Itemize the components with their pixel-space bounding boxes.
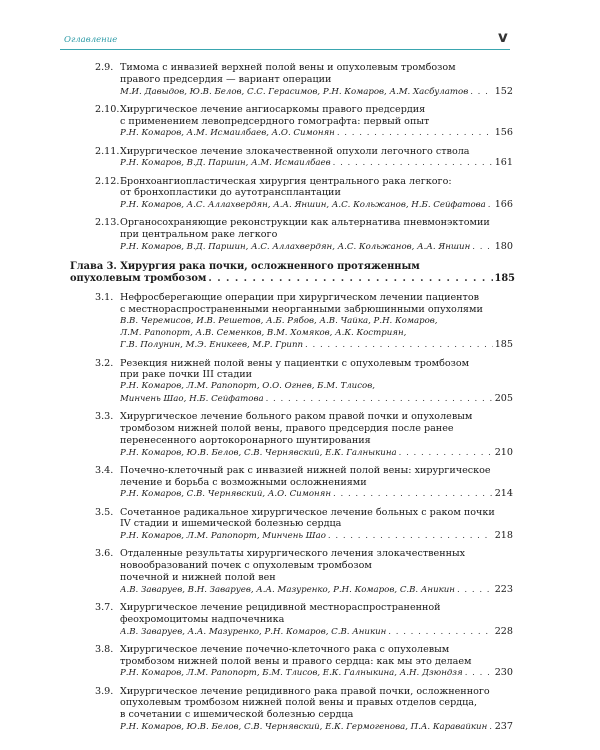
leader-dots [328,531,493,543]
author-line [120,86,513,99]
entry-page: 180 [494,240,513,252]
entry-title-line: Хирургическое лечение почечно-клеточного рака с опухолевым [120,643,450,655]
page-number: v [498,28,508,46]
entry-page: 166 [494,199,513,211]
entry-title-line: IV стадии и ишемической болезнью сердца [120,518,342,530]
author-names: Р.Н. Комаров, А.М. Исмаилбаев, А.О. Симонян [120,128,335,139]
author-line [120,626,513,639]
entry-title [120,217,500,241]
leader-dots [333,489,493,501]
entry-title-line: Бронхоангиопластическая хирургия центрального рака легкого: [120,175,452,187]
entry-authors [120,241,513,254]
entry-title-line: Резекция нижней полой вены у пациентки с опухолевым тромбозом [120,357,470,369]
entry-title [120,62,500,86]
leader-dots [388,627,492,639]
entry-authors [120,626,513,639]
entry-authors [120,584,513,597]
author-names: Минчень Шао, Н.Б. Сейфатова [120,393,264,404]
entry-page: 161 [494,157,513,169]
leader-dots [337,128,493,140]
chapter-title-line [70,273,515,285]
entry-title-line: от бронхопластики до аутотрансплантации [120,187,341,199]
entry-number: 2.9. [95,62,114,73]
entry-title [120,292,500,316]
entry-page: 152 [494,85,513,97]
author-names: Р.Н. Комаров, В.Д. Паршин, А.М. Исмаилбаев [120,158,331,169]
leader-dots [399,448,493,460]
author-names: В.В. Черемисов, И.В. Решетов, А.Б. Рябов, А.В. Чайка, Р.Н. Комаров, [120,315,438,326]
entry-number: 3.6. [95,548,114,560]
leader-dots [457,585,493,597]
entry-number: 3.1. [95,292,114,304]
entry-authors [120,381,513,406]
entry-authors [120,488,513,501]
author-line [120,584,513,597]
leader-dots [465,668,493,680]
author-names: А.В. Заваруев, В.Н. Заваруев, А.А. Мазуренко, Р.Н. Комаров, С.В. Аникин [120,584,455,595]
entry-number: 3.8. [95,643,114,655]
chapter-page: 185 [494,273,515,285]
author-line [120,339,513,352]
entry-title-line: с местнораспространенными неорганными забрюшинными опухолями [120,303,483,315]
entry-title-line: тромбозом нижней полой вены и правого сердца: как мы это делаем [120,655,472,667]
entry-title-line: почечной и нижней полой вен [120,571,276,583]
chapter-title-text: опухолевым тромбозом [70,273,207,285]
leader-dots [470,87,492,99]
entry-number: 3.4. [95,464,114,476]
entry-number: 2.11. [95,145,120,157]
entry-number: 2.10. [95,103,120,115]
entry-page: 223 [494,583,513,595]
author-names: М.И. Давыдов, Ю.В. Белов, С.С. Герасимов, Р.Н. Комаров, А.М. Хасбулатов [120,86,469,97]
author-names: Р.Н. Комаров, А.С. Аллахвердян, А.А. Яншин, А.С. Кольжанов, Н.Б. Сейфатова [120,200,486,211]
entry-page: 156 [494,127,513,139]
leader-dots [333,158,493,170]
entry-number: 3.5. [95,506,114,518]
entry-page: 230 [494,667,513,679]
entry-title-line: тромбозом нижней полой вены, правого предсердия после ранее [120,422,454,434]
entry-page: 228 [494,625,513,637]
entry-page: 214 [494,488,513,500]
author-line [120,157,513,170]
entry-title [120,686,500,721]
entry-title-line: с применением левопредсердного гомографта: первый опыт [120,115,430,127]
author-names: Р.Н. Комаров, Ю.В. Белов, С.В. Чернявский, Е.К. Гермогенова, П.А. Каравайкин [120,721,488,732]
entry-title-line: Органосохраняющие реконструкции как альтернатива пневмонэктомии [120,217,490,229]
entry-title [120,644,500,668]
author-names: Р.Н. Комаров, Л.М. Рапопорт, Б.М. Тлисов, Е.К. Галныкина, А.Н. Дзюндзя [120,668,463,679]
entry-authors [120,721,513,734]
entry-title-line: правого предсердия — вариант операции [120,73,332,85]
entry-number: 3.9. [95,685,114,697]
leader-dots [266,394,493,406]
entry-authors [120,316,513,352]
entry-authors [120,667,513,680]
entry-title-line: при раке почки III стадии [120,369,253,381]
entry-number: 3.2. [95,357,114,369]
author-line [120,393,513,406]
author-line [120,316,513,328]
author-line [120,381,513,393]
entry-title-line: феохромоцитомы надпочечника [120,613,285,625]
author-line [120,447,513,460]
author-line [120,127,513,140]
entry-title-line: Хирургическое лечение рецидивной местнораспространенной [120,602,441,613]
entry-title-line: при центральном раке легкого [120,229,278,241]
entry-authors [120,157,513,170]
leader-dots [489,722,492,734]
entry-title-line: Нефросберегающие операции при хирургическом лечении пациентов [120,292,480,304]
entry-page: 205 [494,392,513,404]
entry-page: 210 [494,446,513,458]
entry-authors [120,447,513,460]
author-line [120,199,513,212]
entry-title [120,176,500,200]
entry-authors [120,86,513,99]
entry-title [120,602,500,626]
leader-dots [472,242,492,254]
author-names: Р.Н. Комаров, Л.М. Рапопорт, Минчень Шао [120,531,326,542]
entry-page: 237 [494,720,513,732]
header-rule [60,49,510,50]
entry-number: 3.7. [95,602,114,613]
author-line [120,530,513,543]
entry-authors [120,127,513,140]
entry-title [120,465,500,489]
entry-title [120,548,500,583]
running-header [60,31,510,53]
chapter-title-line: Глава 3. Хирургия рака почки, осложненного протяженным [70,261,420,273]
entry-title [120,411,500,446]
author-line [120,241,513,254]
leader-dots [305,340,493,352]
header-section-title: Оглавление [64,35,118,45]
author-line [120,721,513,734]
entry-title-line: новообразований почек с опухолевым тромбозом [120,560,372,572]
author-names: Р.Н. Комаров, С.В. Чернявский, А.О. Симонян [120,489,332,500]
entry-title-line: Хирургическое лечение ангиосаркомы правого предсердия [120,103,426,115]
leader-dots [208,273,492,285]
author-names: Р.Н. Комаров, В.Д. Паршин, А.С. Аллахвердян, А.С. Кольжанов, А.А. Яншин [120,241,471,252]
chapter-heading [70,261,515,285]
entry-title-line: Почечно-клеточный рак с инвазией нижней полой вены: хирургическое [120,464,491,476]
entry-authors [120,530,513,543]
author-names: Р.Н. Комаров, Ю.В. Белов, С.В. Чернявский, Е.К. Галныкина [120,447,397,458]
entry-title-line: перенесенного аортокоронарного шунтирования [120,434,371,446]
author-names: А.В. Заваруев, А.А. Мазуренко, Р.Н. Комаров, С.В. Аникин [120,626,387,637]
entry-page: 185 [494,339,513,351]
entry-title [120,358,500,382]
entry-authors [120,199,513,212]
author-line [120,488,513,501]
entry-title-line: опухолевым тромбозом нижней полой вены и правых отделов сердца, [120,697,478,709]
entry-title-line: Тимома с инвазией верхней полой вены и опухолевым тромбозом [120,62,456,73]
entry-title-line: Сочетанное радикальное хирургическое лечение больных с раком почки [120,506,495,518]
entry-page: 218 [494,530,513,542]
entry-title-line: Хирургическое лечение больного раком правой почки и опухолевым [120,411,473,423]
author-line [120,667,513,680]
entry-title-line: Хирургическое лечение рецидивного рака правой почки, осложненного [120,685,490,697]
leader-dots [488,200,493,212]
entry-title [120,146,500,158]
entry-title-line: в сочетании с ишемической болезнью сердца [120,709,354,721]
author-names: Г.В. Полунин, М.Э. Еникеев, М.Р. Гриnn [120,340,304,351]
entry-title-line: Отдаленные результаты хирургического лечения злокачественных [120,548,466,560]
entry-title-line: лечение и борьба с возможными осложнениями [120,476,367,488]
author-line [120,328,513,340]
entry-title-line: Хирургическое лечение злокачественной опухоли легочного ствола [120,145,470,157]
entry-number: 2.12. [95,175,120,187]
author-names: Л.М. Рапопорт, А.В. Семенков, В.М. Хомяков, А.К. Костриян, [120,327,407,338]
author-names: Р.Н. Комаров, Л.М. Рапопорт, О.О. Огнев, Б.М. Тлисов, [120,381,375,392]
entry-number: 2.13. [95,217,120,229]
entry-number: 3.3. [95,411,114,423]
entry-title [120,104,500,128]
entry-title [120,507,500,531]
